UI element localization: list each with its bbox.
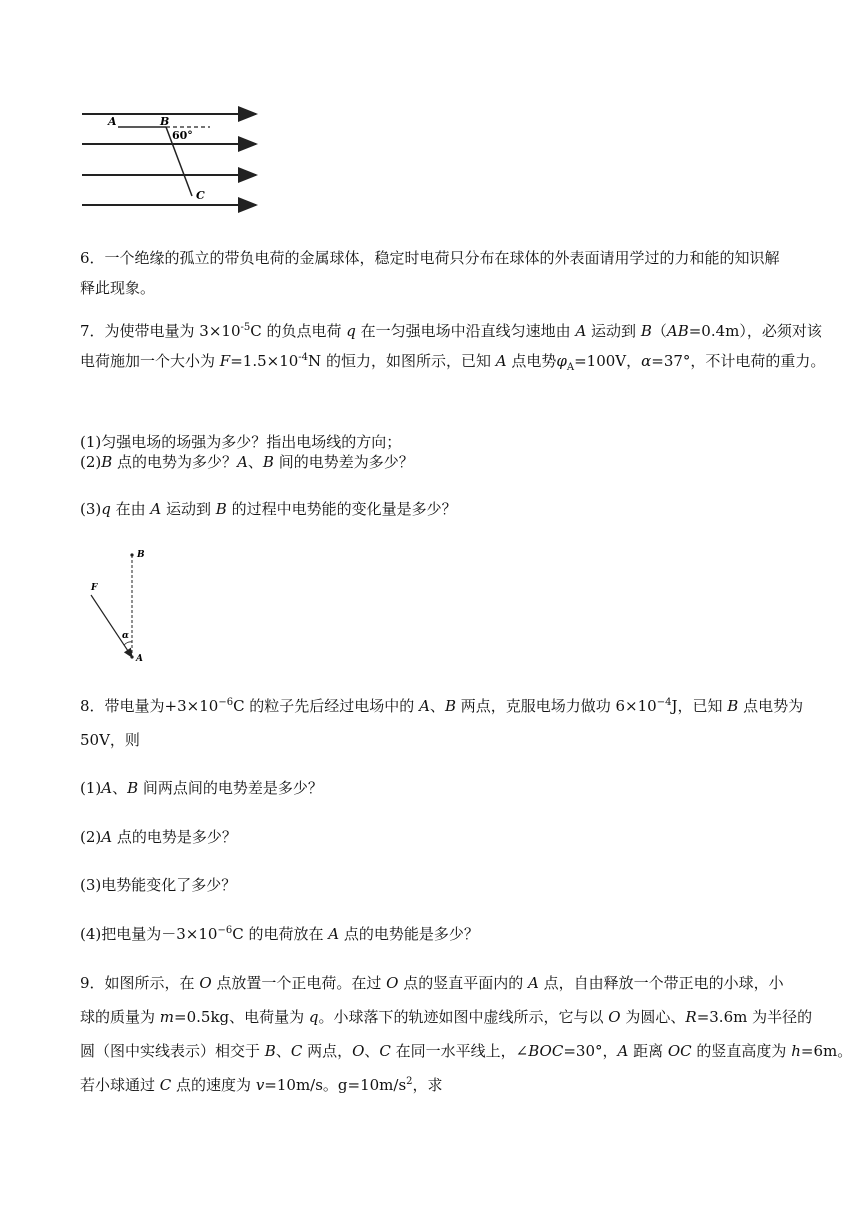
point-a	[130, 655, 133, 658]
question-6	[80, 243, 780, 303]
q6-line-2: 释此现象。	[80, 279, 156, 297]
q8-part-3	[80, 870, 780, 900]
q7-part-2	[80, 447, 780, 477]
q9-line-3: 圆（图中实线表示）相交于 B、C 两点，O、C 在同一水平线上，∠BOC=30°，A 距离 OC 的竖直高度为 h=6m。	[80, 1042, 853, 1060]
q7-part-3	[80, 494, 780, 524]
label-b: B	[137, 550, 145, 560]
label-b: B	[160, 115, 170, 128]
point-b	[130, 553, 133, 556]
figure-force-diagram	[80, 545, 170, 670]
q9-line-1: 9．如图所示，在 O 点放置一个正电荷。在过 O 点的竖直平面内的 A 点，自由释放一个带正电的小球，小	[80, 974, 784, 992]
q7-line-2: 电荷施加一个大小为 $F=1.5\times 10^{-4}N$ 的恒力，如图所示，已知 A 点电势$\varphi_A=100V$，α=37°，不计电荷的重力。	[80, 352, 826, 373]
q8-line-1: 8．带电量为$+3\times 10^{-6}C$ 的粒子先后经过电场中的 A、B 两点，克服电场力做功 $6\times 10^{-4}J$，已知 B 点电势为	[80, 697, 804, 715]
label-alpha: α	[122, 631, 129, 641]
question-9	[80, 966, 853, 1102]
q7-part-2-text: (2)B 点的电势为多少？A、B 间的电势差为多少？	[80, 453, 414, 471]
q8-part-2-text: (2)A 点的电势是多少？	[80, 828, 237, 846]
q8-part-1-text: (1)A、B 间两点间的电势差是多少？	[80, 779, 323, 797]
force-vector	[91, 595, 132, 657]
label-a: A	[108, 115, 117, 128]
label-a: A	[136, 654, 143, 664]
q7-line-1: 7．为使带电量为 $3\times 10^{-5}C$ 的负点电荷 q 在一匀强电场中沿直线匀速地由 A 运动到 B（AB=0.4m），必须对该	[80, 322, 822, 340]
question-7	[80, 316, 826, 376]
figure-field-lines	[80, 100, 280, 220]
angle-label: 60°	[172, 129, 193, 142]
q8-part-2	[80, 822, 780, 852]
q8-part-1	[80, 773, 780, 803]
q8-part-4-text: (4)把电量为$-3\times 10^{-6}C$ 的电荷放在 A 点的电势能是多少？	[80, 925, 479, 943]
label-c: C	[196, 189, 205, 202]
q8-part-3-text: (3)电势能变化了多少？	[80, 876, 237, 894]
q6-line-1: 6．一个绝缘的孤立的带负电荷的金属球体，稳定时电荷只分布在球体的外表面请用学过的力和能的知识解	[80, 249, 780, 267]
q7-part-1-text: (1)匀强电场的场强为多少？指出电场线的方向；	[80, 433, 402, 451]
q8-part-4	[80, 919, 780, 949]
q9-line-2: 球的质量为 m=0.5kg、电荷量为 q。小球落下的轨迹如图中虚线所示，它与以 O 为圆心、R=3.6m 为半径的	[80, 1008, 813, 1026]
angle-arc	[124, 642, 132, 645]
q8-line-2: 50V，则	[80, 731, 140, 749]
q9-line-4: 若小球通过 C 点的速度为 v=10m/s。$g=10m/s^2$，求	[80, 1076, 443, 1094]
q7-part-3-text: (3)q 在由 A 运动到 B 的过程中电势能的变化量是多少？	[80, 500, 457, 518]
question-8	[80, 691, 804, 755]
label-f: F	[91, 583, 98, 593]
